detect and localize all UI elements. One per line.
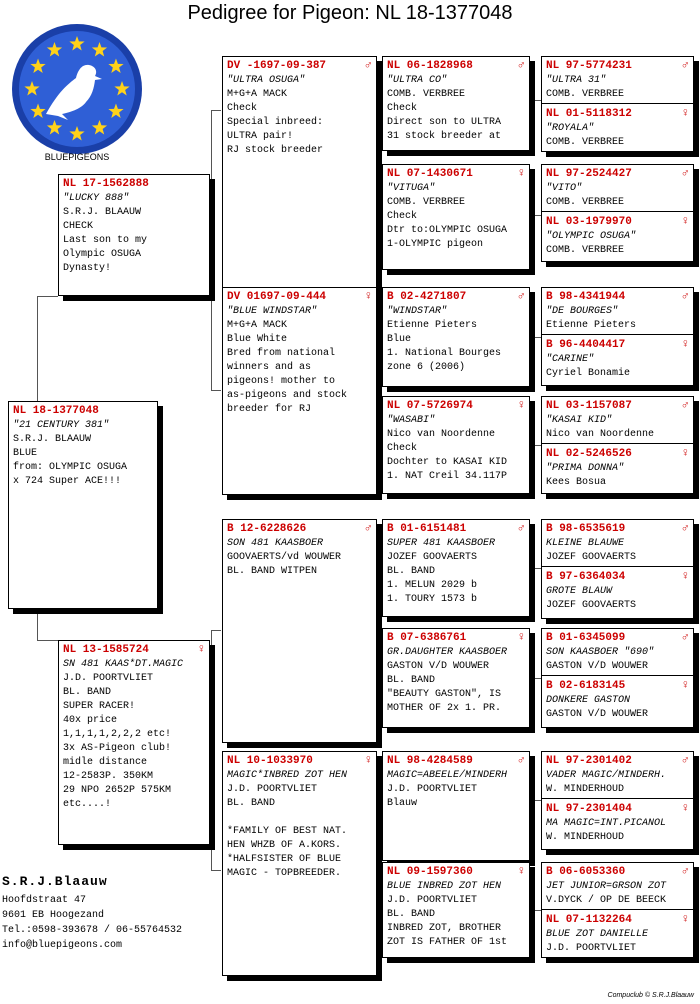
pigeon-name: "21 CENTURY 381" (13, 420, 110, 431)
pigeon-name: "DE BOURGES" (546, 306, 619, 317)
ring-text: B 06-6053360 (546, 866, 626, 878)
ring-number (387, 865, 525, 880)
great-great-grandparents-card[interactable] (541, 56, 694, 152)
great-grandparent-card[interactable] (382, 862, 530, 958)
great-great-grandparent-dam[interactable] (542, 568, 693, 618)
note-line: CHECK (63, 221, 94, 232)
pigeon-name: MAGIC*INBRED ZOT HEN (227, 770, 348, 781)
pedigree-connector (37, 296, 38, 401)
breeder-name: GASTON V/D WOUWER (546, 661, 649, 672)
hen-symbol-icon: ♀ (364, 289, 372, 303)
great-grandparent-card[interactable] (382, 287, 530, 387)
pigeon-name: "WASABI" (387, 415, 436, 426)
pedigree-connector (211, 110, 221, 111)
great-great-grandparent-sire[interactable] (542, 165, 693, 212)
hen-symbol-icon: ♀ (364, 753, 372, 767)
great-great-grandparent-dam[interactable] (542, 677, 693, 727)
note-line: breeder for RJ (227, 404, 312, 415)
hen-symbol-icon: ♀ (517, 630, 525, 644)
ring-number (546, 290, 689, 305)
ring-text: NL 07-1430671 (387, 168, 473, 180)
great-great-grandparent-sire[interactable] (542, 288, 693, 335)
breeder-name: S.R.J. BLAAUW (13, 434, 92, 445)
hen-symbol-icon: ♀ (681, 912, 689, 926)
breeder-name: COMB. VERBREE (546, 245, 625, 256)
ring-number (227, 754, 372, 769)
pigeon-name: MAGIC=ABEELE/MINDERH (387, 770, 508, 781)
note-line: *FAMILY OF BEST NAT. (227, 826, 348, 837)
great-great-grandparents-card[interactable] (541, 751, 694, 850)
pedigree-connector (378, 100, 379, 215)
breeder-name: COMB. VERBREE (546, 197, 625, 208)
ring-number (13, 404, 153, 419)
ring-number (546, 59, 689, 74)
pedigree-connector (533, 800, 541, 801)
great-great-grandparents-card[interactable] (541, 862, 694, 958)
note-line: Dynasty! (63, 263, 112, 274)
pigeon-name: JET JUNIOR=GRSON ZOT (546, 881, 667, 892)
cock-symbol-icon: ♂ (681, 398, 689, 412)
bluepigeons-logo (10, 22, 144, 156)
note-line: ZOT IS FATHER OF 1st (387, 937, 508, 948)
ring-number (546, 679, 689, 694)
ring-text: NL 13-1585724 (63, 644, 149, 656)
pedigree-connector (378, 568, 379, 678)
note-line: BL. BAND (387, 566, 436, 577)
great-great-grandparent-dam[interactable] (542, 105, 693, 151)
pigeon-name: "VITO" (546, 183, 583, 194)
breeder-name: W. MINDERHOUD (546, 832, 625, 843)
note-line: BL. BAND (387, 909, 436, 920)
cock-symbol-icon: ♂ (681, 630, 689, 644)
great-great-grandparent-dam[interactable] (542, 800, 693, 849)
grandparent-card[interactable] (222, 519, 377, 743)
grandparent-card[interactable] (222, 751, 377, 976)
note-line: Check (227, 103, 258, 114)
pigeon-name: "VITUGA" (387, 183, 436, 194)
ring-number (227, 290, 372, 305)
ring-text: B 96-4404417 (546, 339, 626, 351)
note-line: 12-2583P. 350KM (63, 771, 154, 782)
dam-card[interactable] (58, 640, 210, 845)
note-line: Bred from national (227, 348, 336, 359)
pigeon-name: BLUE INBRED ZOT HEN (387, 881, 502, 892)
ring-number (227, 59, 372, 74)
note-line: x 724 Super ACE!!! (13, 476, 122, 487)
great-great-grandparent-dam[interactable] (542, 213, 693, 261)
pigeon-name: "WINDSTAR" (387, 306, 448, 317)
pedigree-connector (37, 610, 38, 640)
breeder-name: Nico van Noordenne (387, 429, 496, 440)
ring-text: B 98-4341944 (546, 291, 626, 303)
cock-symbol-icon: ♂ (364, 521, 372, 535)
cock-symbol-icon: ♂ (681, 864, 689, 878)
note-line: "BEAUTY GASTON", IS (387, 689, 502, 700)
note-line: Last son to my (63, 235, 148, 246)
pigeon-name: KLEINE BLAUWE (546, 538, 625, 549)
note-line: winners and as (227, 362, 312, 373)
pigeon-name: "LUCKY 888" (63, 193, 130, 204)
cock-symbol-icon: ♂ (517, 58, 525, 72)
breeder-name: COMB. VERBREE (546, 89, 625, 100)
ring-text: NL 97-2301404 (546, 803, 632, 815)
hen-symbol-icon: ♀ (517, 398, 525, 412)
note-line: Dochter to KASAI KID (387, 457, 508, 468)
ring-text: DV -1697-09-387 (227, 60, 327, 72)
breeder-name: COMB. VERBREE (387, 89, 466, 100)
hen-symbol-icon: ♀ (517, 166, 525, 180)
ring-number (546, 754, 689, 769)
hen-symbol-icon: ♀ (197, 642, 205, 656)
note-line: midle distance (63, 757, 148, 768)
note-line: Check (387, 443, 418, 454)
cock-symbol-icon: ♂ (681, 753, 689, 767)
hen-symbol-icon: ♀ (681, 106, 689, 120)
note-line: SUPER RACER! (63, 701, 136, 712)
ring-text: B 98-6535619 (546, 523, 626, 535)
pedigree-connector (533, 215, 541, 216)
note-line: Blue White (227, 334, 288, 345)
breeder-name: Nico van Noordenne (546, 429, 655, 440)
ring-text: NL 98-4284589 (387, 755, 473, 767)
ring-number (63, 177, 205, 192)
cock-symbol-icon: ♂ (681, 166, 689, 180)
note-line: Blue (387, 334, 412, 345)
note-line: RJ stock breeder (227, 145, 324, 156)
pigeon-name: "BLUE WINDSTAR" (227, 306, 318, 317)
breeder-name: GASTON V/D WOUWER (387, 661, 490, 672)
ring-text: NL 02-5246526 (546, 448, 632, 460)
pigeon-name: "ROYALA" (546, 123, 595, 134)
pigeon-name: "ULTRA CO" (387, 75, 448, 86)
pedigree-connector (211, 110, 212, 390)
great-great-grandparent-sire[interactable] (542, 57, 693, 104)
pigeon-name: "PRIMA DONNA" (546, 463, 625, 474)
hen-symbol-icon: ♀ (681, 569, 689, 583)
ring-number (546, 399, 689, 414)
hen-symbol-icon: ♀ (517, 864, 525, 878)
ring-text: DV 01697-09-444 (227, 291, 327, 303)
ring-text: B 07-6386761 (387, 632, 467, 644)
note-line: Olympic OSUGA (63, 249, 142, 260)
note-line: BL. BAND (387, 675, 436, 686)
great-great-grandparent-sire[interactable] (542, 752, 693, 799)
ring-number (546, 107, 689, 122)
ring-text: B 02-6183145 (546, 680, 626, 692)
note-line: 3x AS-Pigeon club! (63, 743, 172, 754)
pigeon-name: GROTE BLAUW (546, 586, 613, 597)
great-great-grandparent-dam[interactable] (542, 911, 693, 957)
ring-text: NL 01-5118312 (546, 108, 632, 120)
pigeon-name: MA MAGIC=INT.PICANOL (546, 818, 667, 829)
ring-text: NL 18-1377048 (13, 405, 99, 417)
note-line: BL. BAND WITPEN (227, 566, 318, 577)
owner-phone: Tel.:0598-393678 / 06-55764532 (2, 925, 183, 936)
ring-number (387, 290, 525, 305)
great-great-grandparents-card[interactable] (541, 164, 694, 262)
note-line: 40x price (63, 715, 118, 726)
ring-number (546, 215, 689, 230)
owner-email[interactable]: info@bluepigeons.com (2, 940, 123, 951)
ring-text: B 97-6364034 (546, 571, 626, 583)
great-grandparent-card[interactable] (382, 164, 530, 270)
note-line: as-pigeons and stock (227, 390, 348, 401)
breeder-name: V.DYCK / OP DE BEECK (546, 895, 667, 906)
note-line: 1-OLYMPIC pigeon (387, 239, 484, 250)
pedigree-connector (37, 640, 58, 641)
great-great-grandparents-card[interactable] (541, 396, 694, 494)
pigeon-name: "ULTRA OSUGA" (227, 75, 306, 86)
ring-number (387, 754, 525, 769)
pedigree-connector (378, 800, 379, 910)
hen-symbol-icon: ♀ (681, 678, 689, 692)
ring-number (387, 399, 525, 414)
note-line (227, 811, 372, 825)
cock-symbol-icon: ♂ (681, 289, 689, 303)
note-line: INBRED ZOT, BROTHER (387, 923, 502, 934)
hen-symbol-icon: ♀ (681, 446, 689, 460)
ring-text: NL 17-1562888 (63, 178, 149, 190)
pigeon-name: SUPER 481 KAASBOER (387, 538, 496, 549)
great-grandparent-card[interactable] (382, 751, 530, 861)
pedigree-connector (211, 870, 221, 871)
ring-number (546, 570, 689, 585)
breeder-name: J.D. POORTVLIET (227, 784, 318, 795)
hen-symbol-icon: ♀ (681, 214, 689, 228)
pigeon-name: "CARINE" (546, 354, 595, 365)
note-line: Blauw (387, 798, 418, 809)
pigeon-name: GR.DAUGHTER KAASBOER (387, 647, 508, 658)
note-line: ULTRA pair! (227, 131, 294, 142)
ring-number (387, 522, 525, 537)
pedigree-connector (211, 390, 221, 391)
subject-pigeon-card[interactable] (8, 401, 158, 609)
cock-symbol-icon: ♂ (517, 521, 525, 535)
note-line: Special inbreed: (227, 117, 324, 128)
great-great-grandparents-card[interactable] (541, 628, 694, 728)
pigeon-name: VADER MAGIC/MINDERH. (546, 770, 667, 781)
ring-text: NL 09-1597360 (387, 866, 473, 878)
pigeon-name: BLUE ZOT DANIELLE (546, 929, 649, 940)
ring-text: NL 03-1157087 (546, 400, 632, 412)
note-line: MAGIC - TOPBREEDER. (227, 868, 342, 879)
hen-symbol-icon: ♀ (681, 337, 689, 351)
pedigree-connector (211, 630, 221, 631)
pedigree-connector (378, 337, 379, 445)
great-great-grandparent-sire[interactable] (542, 629, 693, 676)
breeder-name: S.R.J. BLAAUW (63, 207, 142, 218)
logo-caption: BLUEPIGEONS (44, 152, 110, 162)
pedigree-connector (533, 445, 541, 446)
breeder-name: JOZEF GOOVAERTS (546, 600, 637, 611)
ring-text: B 01-6345099 (546, 632, 626, 644)
note-line: Dtr to:OLYMPIC OSUGA (387, 225, 508, 236)
great-great-grandparent-sire[interactable] (542, 520, 693, 567)
note-line: etc....! (63, 799, 112, 810)
sire-card[interactable] (58, 174, 210, 296)
grandparent-card[interactable] (222, 287, 377, 495)
note-line: 29 NPO 2652P 575KM (63, 785, 172, 796)
note-line: 1. National Bourges (387, 348, 502, 359)
note-line: zone 6 (2006) (387, 362, 466, 373)
note-line: Check (387, 103, 418, 114)
breeder-name: COMB. VERBREE (387, 197, 466, 208)
breeder-name: J.D. POORTVLIET (387, 895, 478, 906)
note-line: Check (387, 211, 418, 222)
note-line: BLUE (13, 448, 38, 459)
cock-symbol-icon: ♂ (517, 289, 525, 303)
owner-address-line1: Hoofdstraat 47 (2, 895, 87, 906)
great-great-grandparent-sire[interactable] (542, 397, 693, 444)
footer-credit: Compuclub © S.R.J.Blaauw (607, 992, 694, 999)
ring-number (227, 522, 372, 537)
ring-number (546, 167, 689, 182)
cock-symbol-icon: ♂ (681, 521, 689, 535)
pedigree-connector (37, 296, 58, 297)
note-line: pigeons! mother to (227, 376, 336, 387)
cock-symbol-icon: ♂ (681, 58, 689, 72)
pigeon-name: SN 481 KAAS*DT.MAGIC (63, 659, 184, 670)
ring-number (387, 59, 525, 74)
note-line: 1,1,1,1,2,2,2 etc! (63, 729, 172, 740)
breeder-name: J.D. POORTVLIET (387, 784, 478, 795)
ring-number (546, 802, 689, 817)
ring-text: NL 97-5774231 (546, 60, 632, 72)
ring-text: B 01-6151481 (387, 523, 467, 535)
breeder-name: Etienne Pieters (387, 320, 478, 331)
pedigree-connector (533, 568, 541, 569)
note-line: 31 stock breeder at (387, 131, 502, 142)
great-grandparent-card[interactable] (382, 519, 530, 617)
breeder-name: Kees Bosua (546, 477, 607, 488)
grandparent-card[interactable] (222, 56, 377, 296)
ring-number (63, 643, 205, 658)
pigeon-name: DONKERE GASTON (546, 695, 631, 706)
cock-symbol-icon: ♂ (364, 58, 372, 72)
note-line: MOTHER OF 2x 1. PR. (387, 703, 502, 714)
owner-name: S.R.J.Blaauw (2, 874, 108, 889)
ring-number (546, 865, 689, 880)
breeder-name: JOZEF GOOVAERTS (387, 552, 478, 563)
note-line: Direct son to ULTRA (387, 117, 502, 128)
ring-text: NL 07-5726974 (387, 400, 473, 412)
pedigree-connector (533, 910, 541, 911)
breeder-name: W. MINDERHOUD (546, 784, 625, 795)
great-great-grandparent-dam[interactable] (542, 336, 693, 385)
ring-number (546, 338, 689, 353)
ring-text: NL 97-2524427 (546, 168, 632, 180)
pedigree-connector (533, 337, 541, 338)
ring-number (546, 522, 689, 537)
ring-number (546, 631, 689, 646)
great-great-grandparents-card[interactable] (541, 287, 694, 386)
ring-number (546, 913, 689, 928)
cock-symbol-icon: ♂ (517, 753, 525, 767)
note-line: BL. BAND (63, 687, 112, 698)
great-great-grandparent-sire[interactable] (542, 863, 693, 910)
ring-text: NL 97-2301402 (546, 755, 632, 767)
note-line: HEN WHZB OF A.KORS. (227, 840, 342, 851)
ring-text: NL 06-1828968 (387, 60, 473, 72)
great-great-grandparents-card[interactable] (541, 519, 694, 619)
breeder-name: GASTON V/D WOUWER (546, 709, 649, 720)
breeder-name: JOZEF GOOVAERTS (546, 552, 637, 563)
ring-number (546, 447, 689, 462)
great-great-grandparent-dam[interactable] (542, 445, 693, 493)
pedigree-connector (533, 678, 541, 679)
note-line: *HALFSISTER OF BLUE (227, 854, 342, 865)
breeder-name: J.D. POORTVLIET (63, 673, 154, 684)
note-line: 1. MELUN 2029 b (387, 580, 478, 591)
ring-text: NL 10-1033970 (227, 755, 313, 767)
pigeon-name: "KASAI KID" (546, 415, 613, 426)
owner-address-line2: 9601 EB Hoogezand (2, 910, 105, 921)
breeder-name: J.D. POORTVLIET (546, 943, 637, 954)
great-grandparent-card[interactable] (382, 628, 530, 728)
ring-number (387, 631, 525, 646)
pigeon-name: "OLYMPIC OSUGA" (546, 231, 637, 242)
note-line: BL. BAND (227, 798, 276, 809)
breeder-name: Etienne Pieters (546, 320, 637, 331)
pigeon-name: "ULTRA 31" (546, 75, 607, 86)
breeder-name: M+G+A MACK (227, 89, 288, 100)
breeder-name: Cyriel Bonamie (546, 368, 631, 379)
breeder-name: GOOVAERTS/vd WOUWER (227, 552, 342, 563)
owner-contact (2, 874, 182, 953)
note-line: 1. NAT Creil 34.117P (387, 471, 508, 482)
pedigree-connector (533, 100, 541, 101)
pigeon-name: SON KAASBOER "690" (546, 647, 655, 658)
ring-text: B 02-4271807 (387, 291, 467, 303)
ring-text: NL 07-1132264 (546, 914, 632, 926)
ring-text: B 12-6228626 (227, 523, 307, 535)
note-line: 1. TOURY 1573 b (387, 594, 478, 605)
page-title: Pedigree for Pigeon: NL 18-1377048 (187, 2, 513, 24)
hen-symbol-icon: ♀ (681, 801, 689, 815)
breeder-name: M+G+A MACK (227, 320, 288, 331)
great-grandparent-card[interactable] (382, 396, 530, 494)
pigeon-name: SON 481 KAASBOER (227, 538, 324, 549)
breeder-name: COMB. VERBREE (546, 137, 625, 148)
pedigree-connector (211, 630, 212, 870)
ring-text: NL 03-1979970 (546, 216, 632, 228)
note-line: from: OLYMPIC OSUGA (13, 462, 128, 473)
great-grandparent-card[interactable] (382, 56, 530, 151)
ring-number (387, 167, 525, 182)
